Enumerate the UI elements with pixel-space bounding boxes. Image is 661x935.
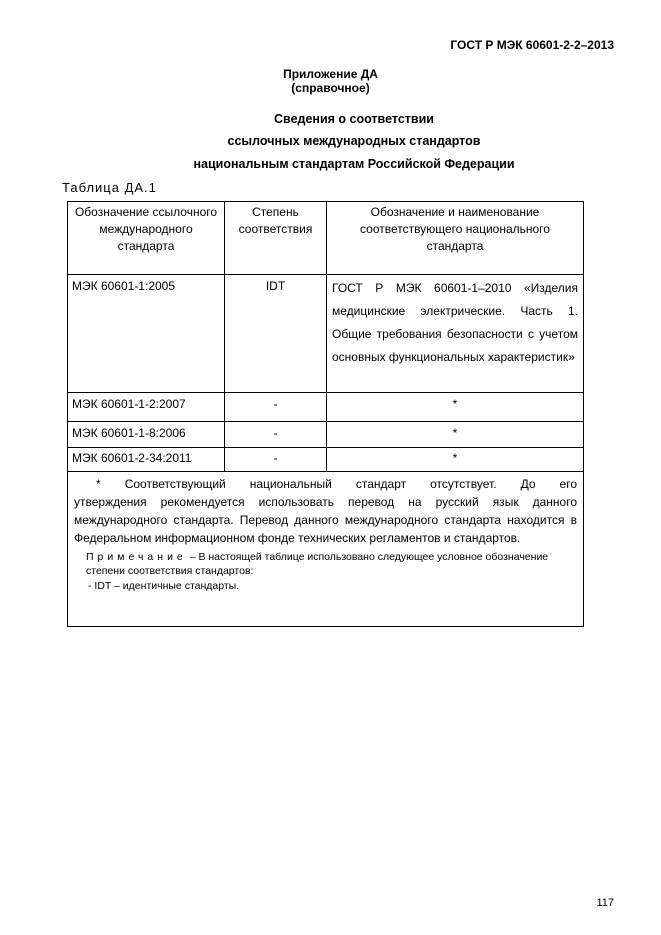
cell-national: * [327, 393, 584, 422]
table-header-row [68, 202, 584, 275]
heading-line-1: Сведения о соответствии [274, 112, 434, 126]
note-label: Примечание [86, 551, 187, 563]
cell-intl: МЭК 60601-1-8:2006 [68, 422, 225, 448]
cell-national: ГОСТ Р МЭК 60601-1–2010 «Изделия медицинские электрические. Часть 1. Общие требования безопасности с учетом основных функциональных характеристик» [327, 275, 584, 393]
appendix-subtitle: (справочное) [291, 81, 370, 95]
cell-intl: МЭК 60601-1:2005 [68, 275, 225, 393]
footnote-star-line: * Соответствующий национальный стандарт отсутствует. До его [96, 477, 577, 491]
appendix-title: Приложение ДА [283, 67, 378, 81]
column-header-national: Обозначение и наименование соответствующего национального стандарта [327, 202, 584, 275]
page-number: 117 [596, 897, 614, 909]
table-row [68, 275, 584, 393]
footnote [74, 475, 577, 547]
standards-table [67, 201, 584, 627]
heading-line-3: национальным стандартам Российской Федерации [193, 157, 515, 171]
cell-degree: - [225, 422, 327, 448]
cell-degree: IDT [225, 275, 327, 393]
table-caption: Таблица ДА.1 [62, 180, 157, 195]
cell-intl: МЭК 60601-2-34:2011 [68, 448, 225, 472]
cell-intl: МЭК 60601-1-2:2007 [68, 393, 225, 422]
document-header: ГОСТ Р МЭК 60601-2-2–2013 [450, 38, 614, 52]
table-row [68, 448, 584, 472]
footnote-text: утверждения рекомендуется использовать перевод на русский язык данного международного стандарта. Перевод данного международного стандарта находится в Федеральном информационном фонде технических регламентов и стандартов. [74, 495, 577, 545]
column-header-intl: Обозначение ссылочного международного стандарта [68, 202, 225, 275]
note-item: - IDT – идентичные стандарты. [88, 580, 240, 592]
heading-line-2: ссылочных международных стандартов [227, 134, 481, 148]
note-cell [68, 472, 584, 627]
note [74, 550, 577, 578]
table-row [68, 393, 584, 422]
cell-degree: - [225, 393, 327, 422]
table-row [68, 422, 584, 448]
column-header-degree: Степень соответствия [225, 202, 327, 275]
cell-degree: - [225, 448, 327, 472]
cell-national: * [327, 422, 584, 448]
table-note-row [68, 472, 584, 627]
cell-national: * [327, 448, 584, 472]
note-text: – В настоящей таблице использовано следующее условное обозначение степени соответствия стандартов: [86, 551, 549, 577]
